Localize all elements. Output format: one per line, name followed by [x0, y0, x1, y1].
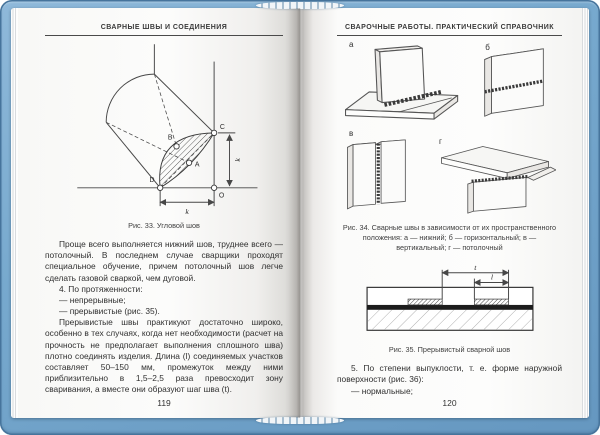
dim-label-l: l: [490, 272, 493, 282]
weld-segment: [408, 299, 442, 305]
subfigure-b-label: б: [485, 43, 490, 52]
point-label-b: B: [167, 134, 173, 142]
figure-33-caption: Рис. 33. Угловой шов: [128, 221, 200, 230]
point-label-c: C: [219, 124, 225, 132]
subfigure-v-label: в: [349, 129, 354, 138]
figure-35: [337, 262, 562, 342]
paragraph: 5. По степени выпуклости, т. е. форме наружной поверхности (рис. 36):: [337, 363, 562, 385]
subfigure-g-drawing: [434, 137, 556, 217]
right-page-text: [337, 363, 562, 397]
dimension-k-vertical: [218, 133, 242, 186]
list-item: — нормальные;: [351, 385, 413, 396]
subfigure-v-drawing: [340, 129, 424, 217]
figure-33-drawing: [58, 42, 270, 218]
dim-label-k-horizontal: k: [185, 206, 189, 216]
list-item: 4. По протяженности:: [59, 283, 143, 294]
subfigure-g: [427, 137, 562, 217]
page-stack-bottom: [256, 417, 344, 424]
dim-label-t: t: [473, 262, 476, 272]
subfigure-a-drawing: [342, 40, 460, 125]
book-pages: [11, 8, 589, 418]
left-page-header: СВАРНЫЕ ШВЫ И СОЕДИНЕНИЯ: [45, 24, 283, 36]
figure-35-drawing: [352, 262, 548, 342]
right-page: [300, 8, 589, 418]
paragraph: Проще всего выполняется нижний шов, труднее всего — потолочный. В последнем случае сварщики проходят специальное обучение, причем потолочный шов легче сделать газовой сваркой, чем дуговой.: [45, 239, 283, 283]
list-item: — непрерывные;: [59, 294, 126, 305]
subfigure-b-drawing: [470, 43, 558, 125]
page-number-right: 120: [442, 398, 457, 408]
point-label-d: D: [149, 177, 155, 185]
page-stack-top: [256, 2, 344, 9]
point-label-o: O: [218, 192, 225, 200]
list-item: — прерывистые (рис. 35).: [59, 306, 160, 317]
subfigure-b: [465, 43, 562, 125]
subfigure-v: [337, 129, 427, 217]
lower-plate-hatch: [368, 310, 532, 330]
point-label-a: A: [194, 161, 200, 169]
subfigure-a-label: а: [349, 40, 354, 49]
dimension-k-horizontal: [160, 191, 214, 216]
dim-label-k-vertical: k: [233, 158, 243, 162]
left-page: [11, 8, 300, 418]
figure-34-caption: Рис. 34. Сварные швы в зависимости от их пространственного положения: а — нижний; б — горизонтальный; в — вертикальный; г — потолочный: [342, 223, 557, 253]
figure-35-caption: Рис. 35. Прерывистый сварной шов: [388, 345, 511, 355]
left-page-text: [45, 239, 283, 395]
weld-segment: [474, 299, 508, 305]
figure-34: [337, 36, 562, 217]
subfigure-g-label: г: [439, 137, 442, 146]
page-number-left: 119: [157, 398, 171, 408]
figure-33: [45, 42, 283, 218]
joint-band: [367, 305, 533, 310]
right-page-header: СВАРОЧНЫЕ РАБОТЫ. ПРАКТИЧЕСКИЙ СПРАВОЧНИК: [337, 24, 562, 36]
subfigure-a: [337, 40, 465, 125]
paragraph: Прерывистые швы практикуют достаточно широко, особенно в тех случаях, когда нет необходимости (расчет на прочность не предполагает выполнения сплошного шва) плотно соединять изделия. Длина (l) соединяемых участков составляет 50–150 мм, промежуток между ними приблизительно в 1,5–2,5 раза превосходит зону сваривания, а вместе они образуют шаг шва (t).: [45, 317, 283, 395]
